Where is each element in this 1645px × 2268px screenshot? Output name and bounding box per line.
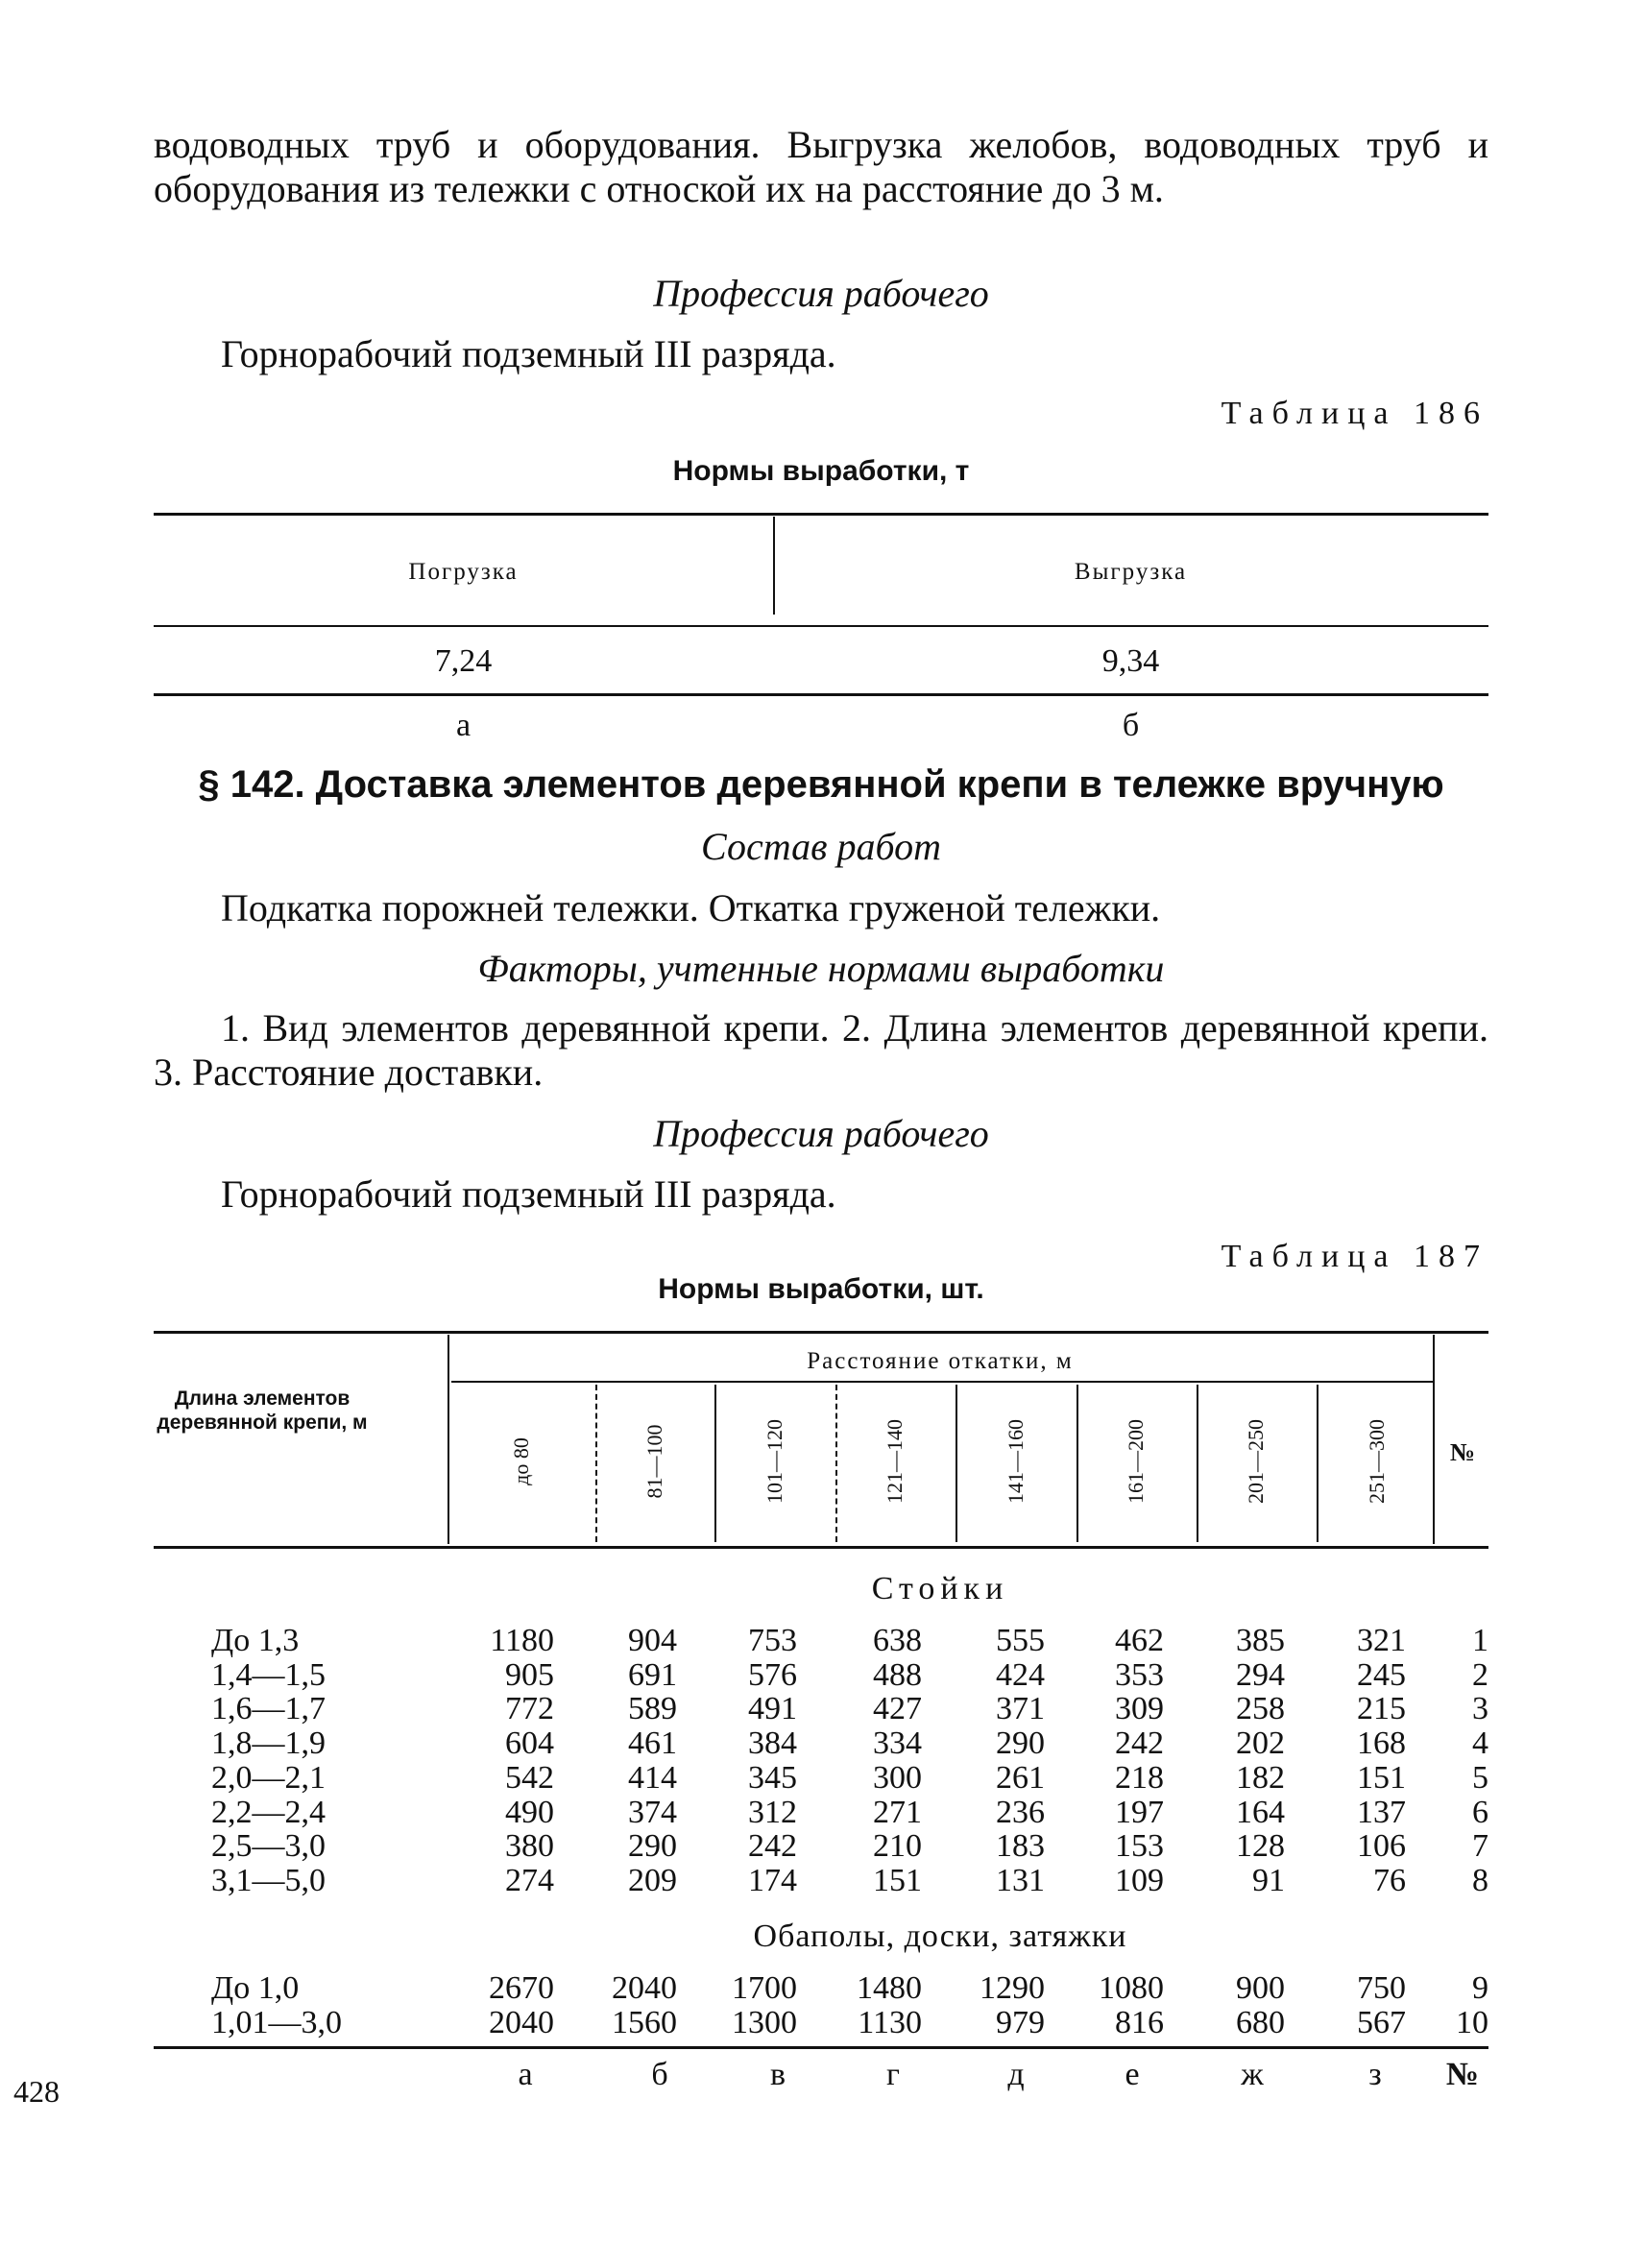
footer-code: е	[1125, 2057, 1140, 2092]
table-cell: 1560	[612, 2004, 677, 2040]
table-cell: 414	[628, 1759, 677, 1796]
table-cell: 128	[1236, 1828, 1285, 1865]
table187-bottom-rule	[154, 2046, 1488, 2049]
table-cell: 258	[1236, 1691, 1285, 1727]
footer-code: б	[651, 2057, 668, 2092]
row-number: 7	[1472, 1828, 1488, 1865]
table-cell: 424	[996, 1656, 1045, 1693]
table-cell: 1300	[732, 2004, 797, 2040]
group1-title: Стойки	[871, 1571, 1009, 1606]
table-cell: 816	[1115, 2004, 1164, 2040]
row-number: 2	[1472, 1656, 1488, 1693]
table-cell: 76	[1373, 1862, 1406, 1898]
table-cell: 979	[996, 2004, 1045, 2040]
footer-code: ж	[1241, 2057, 1264, 2092]
table-cell: 374	[628, 1794, 677, 1830]
composition-heading: Состав работ	[701, 825, 941, 868]
profession-heading-2: Профессия рабочего	[653, 1112, 989, 1155]
footer-code: г	[886, 2057, 900, 2092]
footer-code: з	[1368, 2057, 1382, 2092]
footer-code: а	[518, 2057, 533, 2092]
table-cell: 753	[748, 1623, 797, 1658]
table-cell: 488	[873, 1656, 922, 1693]
table187-caption: Нормы выработки, шт.	[658, 1273, 984, 1305]
table-cell: 109	[1115, 1862, 1164, 1898]
table-cell: 290	[996, 1725, 1045, 1762]
table-cell: 345	[748, 1759, 797, 1796]
table-cell: 490	[505, 1794, 554, 1830]
footer-code: д	[1007, 2057, 1025, 2092]
profession-text-1: Горнорабочий подземный III разряда.	[221, 332, 836, 375]
table186-mid-rule	[154, 625, 1488, 627]
table-cell: 274	[505, 1862, 554, 1898]
col-header-5: 141—160	[1004, 1419, 1028, 1504]
col-header-1: до 80	[509, 1437, 533, 1485]
row-label: 2,2—2,4	[211, 1794, 326, 1830]
factors-text: 1. Вид элементов деревянной крепи. 2. Длина элементов деревянной крепи. 3. Расстояние доставки.	[154, 1006, 1488, 1094]
col-header-7: 201—250	[1244, 1419, 1268, 1504]
table186-code-a: а	[455, 708, 472, 743]
col-header-num: №	[1449, 1438, 1476, 1466]
row-number: 8	[1472, 1862, 1488, 1898]
table187-vline-right	[1433, 1335, 1435, 1544]
col-divider-5	[1077, 1385, 1078, 1542]
table186-caption: Нормы выработки, т	[672, 455, 970, 487]
table-cell: 309	[1115, 1691, 1164, 1727]
table-cell: 151	[1357, 1759, 1406, 1796]
col-divider-6	[1197, 1385, 1198, 1542]
row-label: 1,4—1,5	[211, 1656, 326, 1693]
table-cell: 491	[748, 1691, 797, 1727]
table-cell: 197	[1115, 1794, 1164, 1830]
table-cell: 604	[505, 1725, 554, 1762]
table-cell: 380	[505, 1828, 554, 1865]
table-cell: 91	[1252, 1862, 1285, 1898]
col-header-6: 161—200	[1124, 1419, 1148, 1504]
table-cell: 218	[1115, 1759, 1164, 1796]
table-cell: 209	[628, 1862, 677, 1898]
table186-bottom-rule	[154, 693, 1488, 696]
table-cell: 1700	[732, 1970, 797, 2006]
intro-paragraph: водоводных труб и оборудования. Выгрузка желобов, водоводных труб и оборудования из тележки с отноской их на расстояние до 3 м.	[154, 123, 1488, 210]
table187-row-header: Длина элементов деревянной крепи, м	[157, 1387, 368, 1434]
table-cell: 174	[748, 1862, 797, 1898]
row-label: 1,01—3,0	[211, 2004, 342, 2040]
row-number: 9	[1472, 1970, 1488, 2006]
table-cell: 462	[1115, 1623, 1164, 1658]
table-cell: 1130	[858, 2004, 922, 2040]
col-divider-4	[956, 1385, 957, 1542]
table-cell: 106	[1357, 1828, 1406, 1865]
col-header-3: 101—120	[762, 1419, 786, 1504]
table187-group-rule	[451, 1381, 1433, 1383]
table-cell: 353	[1115, 1656, 1164, 1693]
page-number: 428	[13, 2074, 60, 2109]
row-label: 3,1—5,0	[211, 1862, 326, 1898]
table-cell: 1080	[1099, 1970, 1164, 2006]
col-divider-2	[714, 1385, 716, 1542]
row-label: До 1,3	[211, 1623, 300, 1658]
table-cell: 151	[873, 1862, 922, 1898]
table-cell: 427	[873, 1691, 922, 1727]
table-cell: 385	[1236, 1623, 1285, 1658]
composition-text: Подкатка порожней тележки. Откатка груженой тележки.	[221, 886, 1161, 929]
col-divider-3	[835, 1385, 837, 1542]
row-label: 1,8—1,9	[211, 1725, 326, 1762]
table-cell: 168	[1357, 1725, 1406, 1762]
table-cell: 772	[505, 1691, 554, 1727]
table-cell: 202	[1236, 1725, 1285, 1762]
table-cell: 334	[873, 1725, 922, 1762]
row-number: 3	[1472, 1691, 1488, 1727]
table-cell: 589	[628, 1691, 677, 1727]
col-divider-1	[595, 1385, 597, 1542]
table186-value-unload: 9,34	[1101, 643, 1160, 679]
table-cell: 542	[505, 1759, 554, 1796]
table-cell: 271	[873, 1794, 922, 1830]
row-label: 1,6—1,7	[211, 1691, 326, 1727]
table-cell: 900	[1236, 1970, 1285, 2006]
row-number: 1	[1472, 1623, 1488, 1658]
footer-code: в	[769, 2057, 786, 2092]
table-cell: 567	[1357, 2004, 1406, 2040]
table-cell: 555	[996, 1623, 1045, 1658]
row-label: 2,0—2,1	[211, 1759, 326, 1796]
table-cell: 321	[1357, 1623, 1406, 1658]
table-cell: 461	[628, 1725, 677, 1762]
row-number: 10	[1456, 2004, 1488, 2040]
col-header-2: 81—100	[642, 1424, 666, 1499]
table-cell: 384	[748, 1725, 797, 1762]
table-cell: 215	[1357, 1691, 1406, 1727]
profession-heading-1: Профессия рабочего	[653, 272, 989, 315]
table187-number: Таблица 187	[1221, 1239, 1488, 1274]
table186-number: Таблица 186	[1221, 396, 1488, 431]
table-cell: 371	[996, 1691, 1045, 1727]
table187-header-rule	[154, 1546, 1488, 1549]
row-number: 6	[1472, 1794, 1488, 1830]
table-cell: 290	[628, 1828, 677, 1865]
table187-group-header: Расстояние откатки, м	[807, 1348, 1074, 1374]
table-cell: 300	[873, 1759, 922, 1796]
row-label: До 1,0	[211, 1970, 300, 2006]
row-number: 4	[1472, 1725, 1488, 1762]
table-cell: 242	[748, 1828, 797, 1865]
group2-title: Обаполы, доски, затяжки	[753, 1918, 1127, 1954]
table-cell: 1180	[490, 1623, 554, 1658]
profession-text-2: Горнорабочий подземный III разряда.	[221, 1172, 836, 1216]
col-divider-7	[1317, 1385, 1318, 1542]
table-cell: 312	[748, 1794, 797, 1830]
table-cell: 2040	[612, 1970, 677, 2006]
table-cell: 153	[1115, 1828, 1164, 1865]
table-cell: 905	[505, 1656, 554, 1693]
table-cell: 182	[1236, 1759, 1285, 1796]
table-cell: 245	[1357, 1656, 1406, 1693]
table-cell: 183	[996, 1828, 1045, 1865]
col-header-4: 121—140	[883, 1419, 907, 1504]
table186-code-b: б	[1122, 708, 1140, 743]
table-cell: 137	[1357, 1794, 1406, 1830]
table186-header-load: Погрузка	[408, 559, 519, 585]
table-cell: 261	[996, 1759, 1045, 1796]
table-cell: 691	[628, 1656, 677, 1693]
table-cell: 2040	[489, 2004, 554, 2040]
table-cell: 904	[628, 1623, 677, 1658]
footer-code: №	[1445, 2057, 1480, 2092]
table186-top-rule	[154, 513, 1488, 516]
table-cell: 236	[996, 1794, 1045, 1830]
table-cell: 1290	[980, 1970, 1045, 2006]
table-cell: 638	[873, 1623, 922, 1658]
table-cell: 131	[996, 1862, 1045, 1898]
table-cell: 2670	[489, 1970, 554, 2006]
table-cell: 680	[1236, 2004, 1285, 2040]
table-cell: 1480	[857, 1970, 922, 2006]
factors-heading: Факторы, учтенные нормами выработки	[477, 947, 1165, 990]
table-cell: 164	[1236, 1794, 1285, 1830]
table186-value-load: 7,24	[434, 643, 493, 679]
col-header-8: 251—300	[1365, 1419, 1389, 1504]
table-cell: 294	[1236, 1656, 1285, 1693]
table-cell: 576	[748, 1656, 797, 1693]
section-title: § 142. Доставка элементов деревянной крепи в тележке вручную	[198, 763, 1444, 806]
table187-top-rule	[154, 1331, 1488, 1334]
row-label: 2,5—3,0	[211, 1828, 326, 1865]
table-cell: 210	[873, 1828, 922, 1865]
table-cell: 242	[1115, 1725, 1164, 1762]
table-cell: 750	[1357, 1970, 1406, 2006]
row-number: 5	[1472, 1759, 1488, 1796]
table186-header-unload: Выгрузка	[1074, 559, 1188, 585]
